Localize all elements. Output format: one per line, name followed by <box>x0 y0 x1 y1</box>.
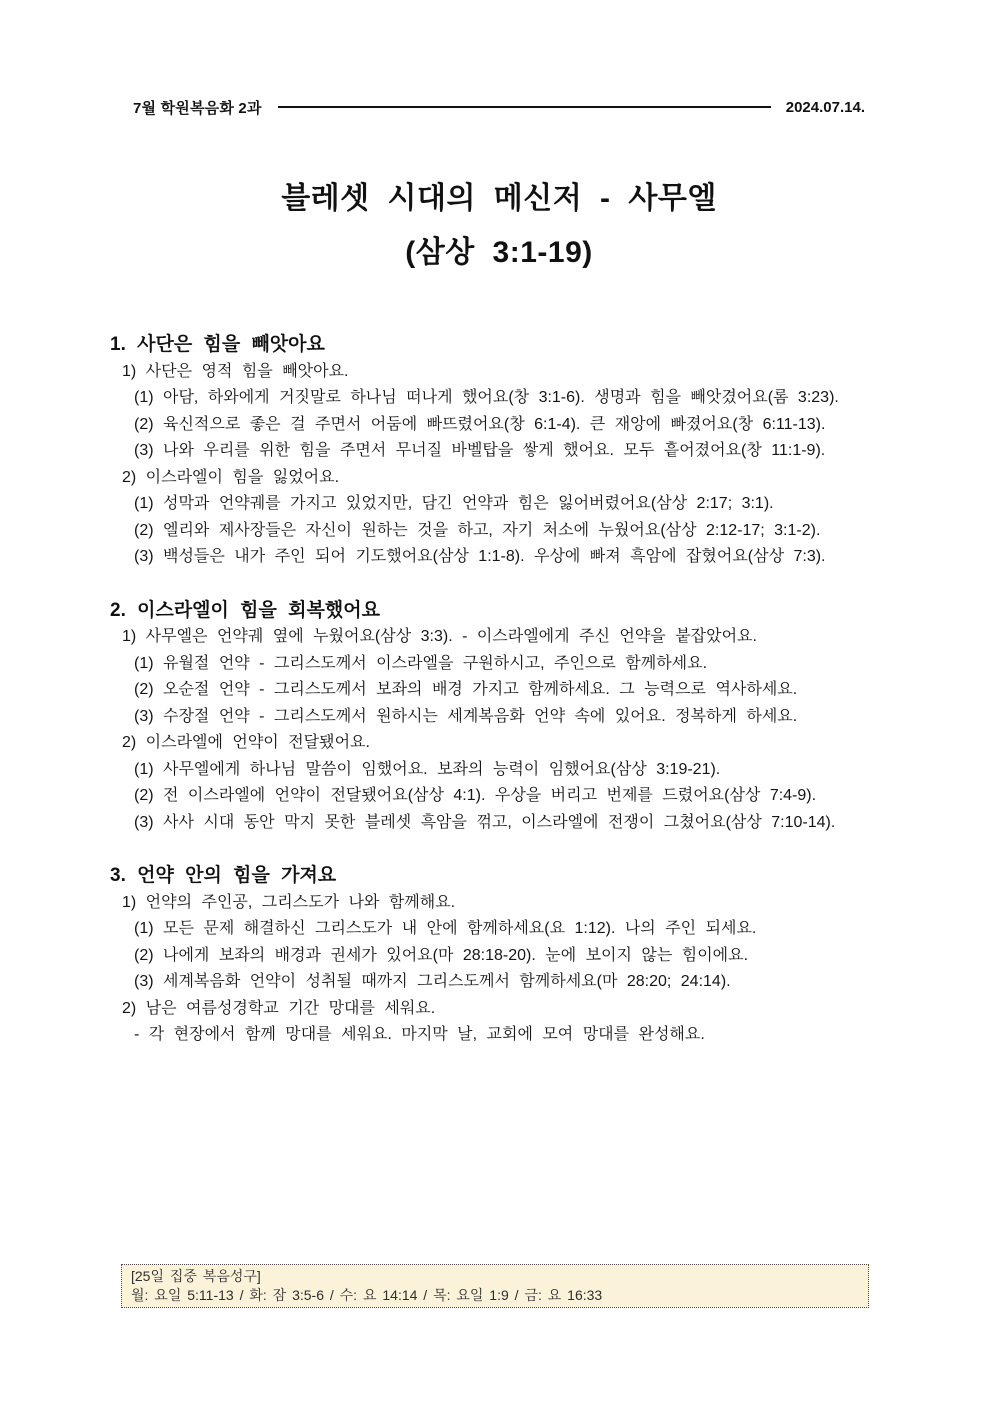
focus-verses-box <box>121 1264 869 1308</box>
outline-item: (1) 사무엘에게 하나님 말씀이 임했어요. 보좌의 능력이 임했어요(삼상 3:19-21). <box>134 760 721 778</box>
page-header <box>133 96 865 118</box>
outline-item: 1) 언약의 주인공, 그리스도가 나와 함께해요. <box>122 893 456 911</box>
outline-item: 2) 남은 여름성경학교 기간 망대를 세워요. <box>122 999 436 1017</box>
outline-item: (3) 세계복음화 언약이 성취될 때까지 그리스도께서 함께하세요(마 28:20; 24:14). <box>134 973 731 990</box>
section-heading: 2. 이스라엘이 힘을 회복했어요 <box>110 599 380 621</box>
outline-item: 1) 사단은 영적 힘을 빼앗아요. <box>122 362 349 380</box>
title-block <box>133 172 865 280</box>
outline-item: - 각 현장에서 함께 망대를 세워요. 마지막 날, 교회에 모여 망대를 완성해요. <box>134 1026 705 1043</box>
section-2 <box>110 598 892 837</box>
outline-item: 2) 이스라엘에 언약이 전달됐어요. <box>122 734 370 751</box>
outline-item: (1) 성막과 언약궤를 가지고 있었지만, 담긴 언약과 힘은 잃어버렸어요(삼상 2:17; 3:1). <box>134 495 774 512</box>
outline-item: (2) 엘리와 제사장들은 자신이 원하는 것을 하고, 자기 처소에 누웠어요(삼상 2:12-17; 3:1-2). <box>134 521 821 539</box>
document-body <box>110 332 892 1076</box>
header-date: 2024.07.14. <box>785 98 865 116</box>
outline-item: (2) 나에게 보좌의 배경과 권세가 있어요(마 28:18-20). 눈에 보이지 않는 힘이에요. <box>134 946 749 964</box>
outline-item: 2) 이스라엘이 힘을 잃었어요. <box>122 468 340 486</box>
section-heading: 1. 사단은 힘을 빼앗아요 <box>110 334 325 355</box>
outline-item: (2) 오순절 언약 - 그리스도께서 보좌의 배경 가지고 함께하세요. 그 능력으로 역사하세요. <box>134 681 798 698</box>
header-divider-line <box>278 106 771 108</box>
outline-item: (2) 육신적으로 좋은 걸 주면서 어둠에 빠뜨렸어요(창 6:1-4). 큰 재앙에 빠졌어요(창 6:11-13). <box>134 415 826 433</box>
document-title: 블레셋 시대의 메신저 - 사무엘 <box>281 182 717 215</box>
outline-item: (3) 수장절 언약 - 그리스도께서 원하시는 세계복음화 언약 속에 있어요. 정복하게 하세요. <box>134 707 798 725</box>
section-heading: 3. 언약 안의 힘을 가져요 <box>110 865 337 886</box>
outline-item: (1) 유월절 언약 - 그리스도께서 이스라엘을 구원하시고, 주인으로 함께하세요. <box>134 654 708 672</box>
outline-item: (3) 나와 우리를 위한 힘을 주면서 무너질 바벨탑을 쌓게 했어요. 모두 흩어졌어요(창 11:1-9). <box>134 442 826 459</box>
outline-item: (2) 전 이스라엘에 언약이 전달됐어요(삼상 4:1). 우상을 버리고 번제를 드렸어요(삼상 7:4-9). <box>134 787 817 804</box>
section-3 <box>110 863 892 1049</box>
outline-item: 1) 사무엘은 언약궤 옆에 누웠어요(삼상 3:3). - 이스라엘에게 주신 언약을 붙잡았어요. <box>122 628 757 645</box>
lesson-label: 7월 학원복음화 2과 <box>133 99 262 117</box>
outline-item: (3) 백성들은 내가 주인 되어 기도했어요(삼상 1:1-8). 우상에 빠져 흑암에 잡혔어요(삼상 7:3). <box>134 548 826 565</box>
section-1 <box>110 332 892 571</box>
document-subtitle-scripture: (삼상 3:1-19) <box>405 236 593 269</box>
focus-verses-title: [25일 집중 복음성구] <box>131 1268 261 1284</box>
outline-item: (3) 사사 시대 동안 막지 못한 블레셋 흑암을 꺾고, 이스라엘에 전쟁이 그쳤어요(삼상 7:10-14). <box>134 813 836 831</box>
outline-item: (1) 모든 문제 해결하신 그리스도가 내 안에 함께하세요(요 1:12). 나의 주인 되세요. <box>134 920 757 937</box>
focus-verses-schedule: 월: 요일 5:11-13 / 화: 잠 3:5-6 / 수: 요 14:14 / 목: 요일 1:9 / 금: 요 16:33 <box>131 1286 603 1303</box>
outline-item: (1) 아담, 하와에게 거짓말로 하나님 떠나게 했어요(창 3:1-6). 생명과 힘을 빼앗겼어요(롬 3:23). <box>134 389 839 406</box>
